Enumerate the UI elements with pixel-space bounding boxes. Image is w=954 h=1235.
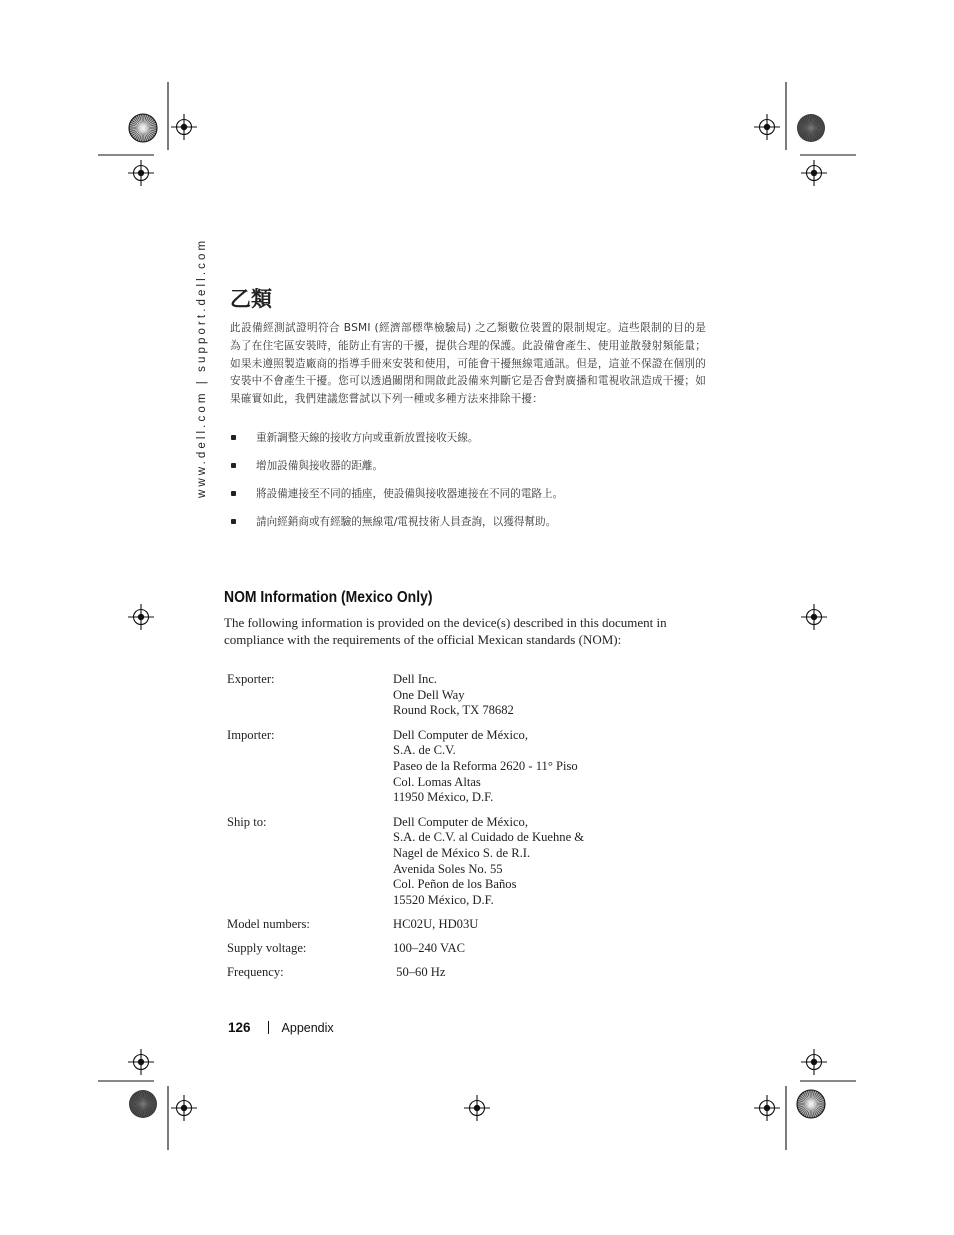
cn-bullet-text: 增加設備與接收器的距離。: [256, 460, 384, 472]
table-row: [227, 917, 667, 933]
value-line: 11950 México, D.F.: [393, 790, 494, 805]
page-number: 126: [228, 1020, 251, 1035]
row-label: Frequency:: [227, 964, 284, 979]
value-line: Paseo de la Reforma 2620 - 11° Piso: [393, 758, 578, 773]
list-item: [230, 513, 706, 541]
footer-section-label: Appendix: [281, 1021, 334, 1035]
footer-divider: [268, 1021, 269, 1034]
cn-bullet-text: 將設備連接至不同的插座，使設備與接收器連接在不同的電路上。: [256, 488, 564, 500]
cn-bullet-text: 請向經銷商或有經驗的無線電/電視技術人員查詢，以獲得幫助。: [256, 516, 557, 528]
cn-bullet-text: 重新調整天線的接收方向或重新放置接收天線。: [256, 432, 479, 444]
bullet-icon: [231, 519, 236, 524]
table-row: [227, 672, 667, 719]
side-url: www.dell.com | support.dell.com: [196, 237, 208, 498]
row-value: [393, 965, 667, 981]
table-row: [227, 815, 667, 909]
value-line: S.A. de C.V. al Cuidado de Kuehne &: [393, 830, 585, 845]
row-value: [393, 917, 667, 933]
row-label: Ship to:: [227, 814, 267, 829]
value-line: 50–60 Hz: [393, 964, 446, 979]
value-line: HC02U, HD03U: [393, 917, 479, 932]
value-line: 100–240 VAC: [393, 940, 465, 955]
value-line: S.A. de C.V.: [393, 743, 456, 758]
cn-notice-paragraph: 此設備經測試證明符合 BSMI (經濟部標準檢驗局) 之乙類數位裝置的限制規定。這些限制的目的是為了在住宅區安裝時，能防止有害的干擾，提供合理的保護。此設備會產生、使用並散發射頻能量；如果未遵照製造廠商的指導手冊來安裝和使用，可能會干擾無線電通訊。但是，這並不保證在個別的安裝中不會產生干擾。您可以透過關閉和開啟此設備來判斷它是否會對廣播和電視收訊造成干擾；如果確實如此，我們建議您嘗試以下列一種或多種方法來排除干擾：: [230, 322, 706, 406]
value-line: One Dell Way: [393, 687, 465, 702]
value-line: 15520 México, D.F.: [393, 892, 494, 907]
row-label: Importer:: [227, 727, 275, 742]
cn-notice-bullet-list: [230, 429, 706, 541]
cn-notice-title: 乙類: [230, 287, 272, 311]
table-row: [227, 728, 667, 806]
row-label: Supply voltage:: [227, 940, 307, 955]
nom-info-table: [227, 672, 667, 980]
row-label: Exporter:: [227, 672, 275, 686]
nom-heading: NOM Information (Mexico Only): [224, 589, 433, 606]
bullet-icon: [231, 491, 236, 496]
value-line: Round Rock, TX 78682: [393, 703, 514, 718]
row-value: [393, 815, 667, 909]
page-footer: [228, 1019, 334, 1037]
bullet-icon: [231, 435, 236, 440]
row-value: [393, 941, 667, 957]
value-line: Dell Computer de México,: [393, 727, 529, 742]
value-line: Col. Lomas Altas: [393, 774, 481, 789]
value-line: Avenida Soles No. 55: [393, 861, 503, 876]
table-row: [227, 965, 667, 981]
value-line: Nagel de México S. de R.I.: [393, 845, 531, 860]
row-value: [393, 728, 667, 806]
nom-intro: The following information is provided on the device(s) described in this document in compliance with the requirements of the official Mexican standards (NOM):: [224, 615, 667, 647]
bullet-icon: [231, 463, 236, 468]
row-value: [393, 672, 667, 719]
list-item: [230, 457, 706, 485]
list-item: [230, 429, 706, 457]
value-line: Col. Peñon de los Baños: [393, 877, 517, 892]
list-item: [230, 485, 706, 513]
value-line: Dell Inc.: [393, 672, 438, 686]
table-row: [227, 941, 667, 957]
value-line: Dell Computer de México,: [393, 814, 529, 829]
row-label: Model numbers:: [227, 917, 310, 932]
